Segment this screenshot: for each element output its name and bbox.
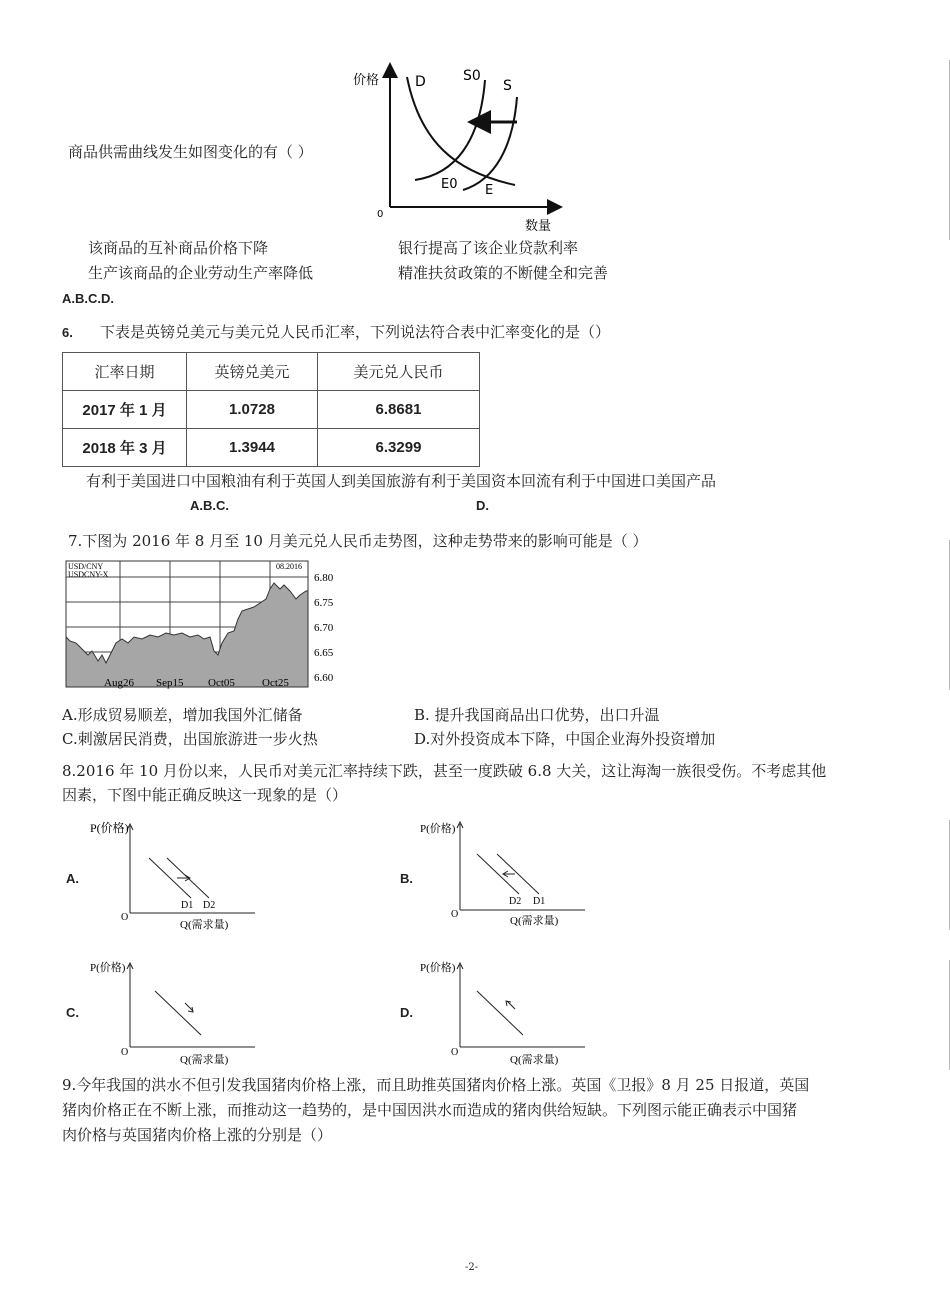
curve-label-d2: D2 [203,900,216,911]
chart-title-2: USDCNY-X [68,570,109,579]
q8-graph-a-letter: A. [66,871,79,886]
origin-label: O [121,912,129,923]
table-header-row [63,353,480,391]
curve-label-d1: D1 [181,900,194,911]
x-tick-label: Sep15 [156,677,184,689]
table-header: 英镑兑美元 [187,353,318,391]
q9-line3: 肉价格与英国猪肉价格上涨的分别是（） [62,1126,333,1144]
q7-option-a: A.形成贸易顺差，增加我国外汇储备 [62,706,303,724]
q5-option-3: 生产该商品的企业劳动生产率降低 [88,264,314,282]
q7-option-d: D.对外投资成本下降，中国企业海外投资增加 [414,730,716,748]
q7-stem: 7.下图为 2016 年 8 月至 10 月美元兑人民币走势图，这种走势带来的影响可能是（ ） [68,532,648,550]
table-cell-date: 2017 年 1 月 [63,391,187,429]
table-cell-date: 2018 年 3 月 [63,429,187,467]
y-tick-label: 6.60 [314,672,334,684]
x-label: Q(需求量) [510,915,559,927]
table-header: 汇率日期 [63,353,187,391]
origin-label: 0 [377,209,384,220]
q6-number: 6. [62,325,73,340]
q5-option-1: 该商品的互补商品价格下降 [88,239,269,257]
curve-d-label: D [415,74,426,90]
chart-title-1: USD/CNY [68,562,104,571]
q5-answers: A.B.C.D. [62,291,114,306]
q8-graph-c-letter: C. [66,1005,79,1020]
q9-line1: 9.今年我国的洪水不但引发我国猪肉价格上涨，而且助推英国猪肉价格上涨。英国《卫报》8 月 25 日报道，英国 [62,1076,810,1094]
q8-graph-b [415,818,595,938]
chart-date-tag: 08.2016 [276,562,302,571]
q6-answer-abc: A.B.C. [190,498,229,513]
q8-graph-d [415,955,595,1070]
x-tick-label: Oct05 [208,677,235,689]
exchange-rate-table [62,352,480,467]
q9-line2: 猪肉价格正在不断上涨，而推动这一趋势的，是中国因洪水而造成的猪肉供给短缺。下列图示能正确表示中国猪 [62,1101,798,1119]
table-row [63,429,480,467]
table-cell-gbp-usd: 1.0728 [187,391,318,429]
table-cell-gbp-usd: 1.3944 [187,429,318,467]
q6-options: 有利于美国进口中国粮油有利于英国人到美国旅游有利于美国资本回流有利于中国进口美国产品 [86,472,717,490]
x-label: Q(需求量) [180,919,229,931]
table-row [63,391,480,429]
x-tick-label: Aug26 [104,677,134,689]
x-tick-label: Oct25 [262,677,289,689]
q8-graph-a [85,818,265,938]
supply-curve-s [463,97,517,190]
q8-stem-line2: 因素，下图中能正确反映这一现象的是（） [62,786,348,804]
point-e0-label: E0 [441,177,458,192]
price-label: 价格 [353,73,380,88]
curve-s0-label: S0 [463,68,481,84]
y-label: P(价格) [420,962,456,974]
quantity-label: 数量 [525,219,552,234]
origin-label: O [451,909,459,920]
q7-option-c: C.刺激居民消费，出国旅游进一步火热 [62,730,318,748]
q8-stem-line1: 8.2016 年 10 月份以来，人民币对美元汇率持续下跌，甚至一度跌破 6.8 大关，这让海淘一族很受伤。不考虑其他 [62,762,827,780]
q6-answer-d: D. [476,498,489,513]
table-cell-usd-cny: 6.3299 [318,429,480,467]
supply-curve-s0 [415,80,485,180]
supply-demand-graph [345,62,565,237]
x-label: Q(需求量) [510,1054,559,1066]
q7-option-b: B. 提升我国商品出口优势，出口升温 [414,706,660,724]
point-e-label: E [485,183,494,198]
curve-s-label: S [503,78,512,94]
y-tick-label: 6.65 [314,647,334,659]
curve-label-d1: D1 [533,896,546,907]
curve-label-d2: D2 [509,896,522,907]
usd-cny-chart [62,559,352,691]
q8-graph-c [85,955,265,1070]
y-tick-label: 6.80 [314,572,334,584]
q5-stem: 商品供需曲线发生如图变化的有（ ） [68,143,313,161]
x-label: Q(需求量) [180,1054,229,1066]
q8-graph-d-letter: D. [400,1005,413,1020]
q5-option-4: 精准扶贫政策的不断健全和完善 [398,264,609,282]
y-label: P(价格) [90,962,126,974]
y-label: P(价格) [420,823,456,835]
origin-label: O [121,1047,129,1058]
q5-option-2: 银行提高了该企业贷款利率 [398,239,579,257]
q6-stem: 下表是英镑兑美元与美元兑人民币汇率，下列说法符合表中汇率变化的是（） [100,323,611,341]
y-label: P(价格) [90,821,129,835]
q8-graph-b-letter: B. [400,871,413,886]
demand-curve [407,77,515,185]
table-cell-usd-cny: 6.8681 [318,391,480,429]
table-header: 美元兑人民币 [318,353,480,391]
origin-label: O [451,1047,459,1058]
y-tick-label: 6.70 [314,622,334,634]
page-number: -2- [465,1262,479,1273]
y-tick-label: 6.75 [314,597,334,609]
